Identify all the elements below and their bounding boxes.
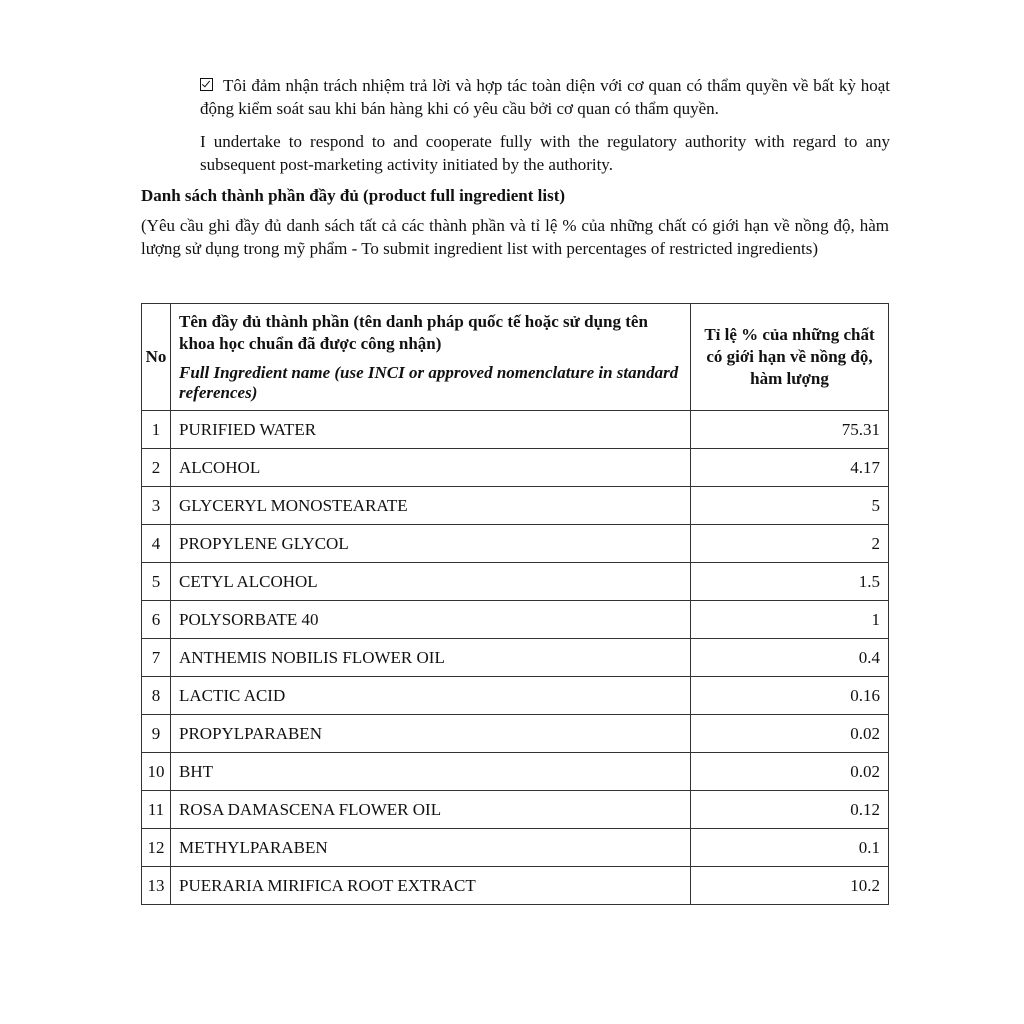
table-row [142, 449, 889, 487]
row-percentage: 0.12 [691, 791, 889, 829]
row-number: 12 [142, 829, 171, 867]
row-number: 2 [142, 449, 171, 487]
row-percentage: 5 [691, 487, 889, 525]
row-number: 13 [142, 867, 171, 905]
header-name-english: Full Ingredient name (use INCI or approved nomenclature in standard references) [179, 363, 679, 402]
row-ingredient-name: PROPYLENE GLYCOL [171, 525, 691, 563]
row-percentage: 2 [691, 525, 889, 563]
row-percentage: 10.2 [691, 867, 889, 905]
table-row [142, 715, 889, 753]
row-percentage: 1.5 [691, 563, 889, 601]
table-row [142, 791, 889, 829]
table-header-row [142, 304, 889, 411]
row-ingredient-name: GLYCERYL MONOSTEARATE [171, 487, 691, 525]
row-ingredient-name: BHT [171, 753, 691, 791]
row-number: 6 [142, 601, 171, 639]
table-row [142, 867, 889, 905]
row-percentage: 75.31 [691, 411, 889, 449]
header-ingredient-name [171, 304, 691, 411]
row-ingredient-name: PURIFIED WATER [171, 411, 691, 449]
header-percentage: Tỉ lệ % của những chất có giới hạn về nồng độ, hàm lượng [691, 304, 889, 411]
row-percentage: 0.4 [691, 639, 889, 677]
row-ingredient-name: ROSA DAMASCENA FLOWER OIL [171, 791, 691, 829]
table-row [142, 639, 889, 677]
section-note: (Yêu cầu ghi đầy đủ danh sách tất cả các thành phần và tỉ lệ % của những chất có giới hạn về nồng độ, hàm lượng sử dụng trong mỹ phẩm - To submit ingredient list with percentages of restricted ingredients) [141, 216, 889, 258]
row-ingredient-name: ANTHEMIS NOBILIS FLOWER OIL [171, 639, 691, 677]
header-name-vietnamese: Tên đầy đủ thành phần (tên danh pháp quốc tế hoặc sử dụng tên khoa học chuẩn đã được công nhận) [179, 312, 648, 353]
row-ingredient-name: PUERARIA MIRIFICA ROOT EXTRACT [171, 867, 691, 905]
table-row [142, 753, 889, 791]
row-percentage: 4.17 [691, 449, 889, 487]
table-row [142, 411, 889, 449]
row-number: 4 [142, 525, 171, 563]
checked-checkbox-icon[interactable] [200, 78, 213, 91]
header-no: No [142, 304, 171, 411]
table-row [142, 487, 889, 525]
row-number: 8 [142, 677, 171, 715]
commitment-english: I undertake to respond to and cooperate fully with the regulatory authority with regard to any subsequent post-marketing activity initiated by the authority. [200, 132, 890, 174]
row-percentage: 0.1 [691, 829, 889, 867]
row-ingredient-name: PROPYLPARABEN [171, 715, 691, 753]
row-percentage: 0.16 [691, 677, 889, 715]
section-title: Danh sách thành phần đầy đủ (product full ingredient list) [141, 186, 566, 205]
ingredient-table [141, 303, 889, 905]
row-ingredient-name: ALCOHOL [171, 449, 691, 487]
row-number: 1 [142, 411, 171, 449]
row-percentage: 0.02 [691, 715, 889, 753]
row-number: 10 [142, 753, 171, 791]
ingredient-rows [142, 411, 889, 905]
commitment-block [200, 74, 890, 176]
row-ingredient-name: CETYL ALCOHOL [171, 563, 691, 601]
row-ingredient-name: METHYLPARABEN [171, 829, 691, 867]
table-row [142, 563, 889, 601]
commitment-vietnamese-text: Tôi đảm nhận trách nhiệm trả lời và hợp tác toàn diện với cơ quan có thẩm quyền về bất kỳ hoạt động kiểm soát sau khi bán hàng khi có yêu cầu bởi cơ quan có thẩm quyền. [200, 76, 890, 118]
row-number: 11 [142, 791, 171, 829]
table-row [142, 829, 889, 867]
row-number: 7 [142, 639, 171, 677]
row-number: 3 [142, 487, 171, 525]
commitment-vietnamese [200, 74, 890, 120]
table-row [142, 601, 889, 639]
row-ingredient-name: POLYSORBATE 40 [171, 601, 691, 639]
row-percentage: 1 [691, 601, 889, 639]
row-ingredient-name: LACTIC ACID [171, 677, 691, 715]
table-row [142, 525, 889, 563]
row-number: 5 [142, 563, 171, 601]
row-number: 9 [142, 715, 171, 753]
row-percentage: 0.02 [691, 753, 889, 791]
table-row [142, 677, 889, 715]
